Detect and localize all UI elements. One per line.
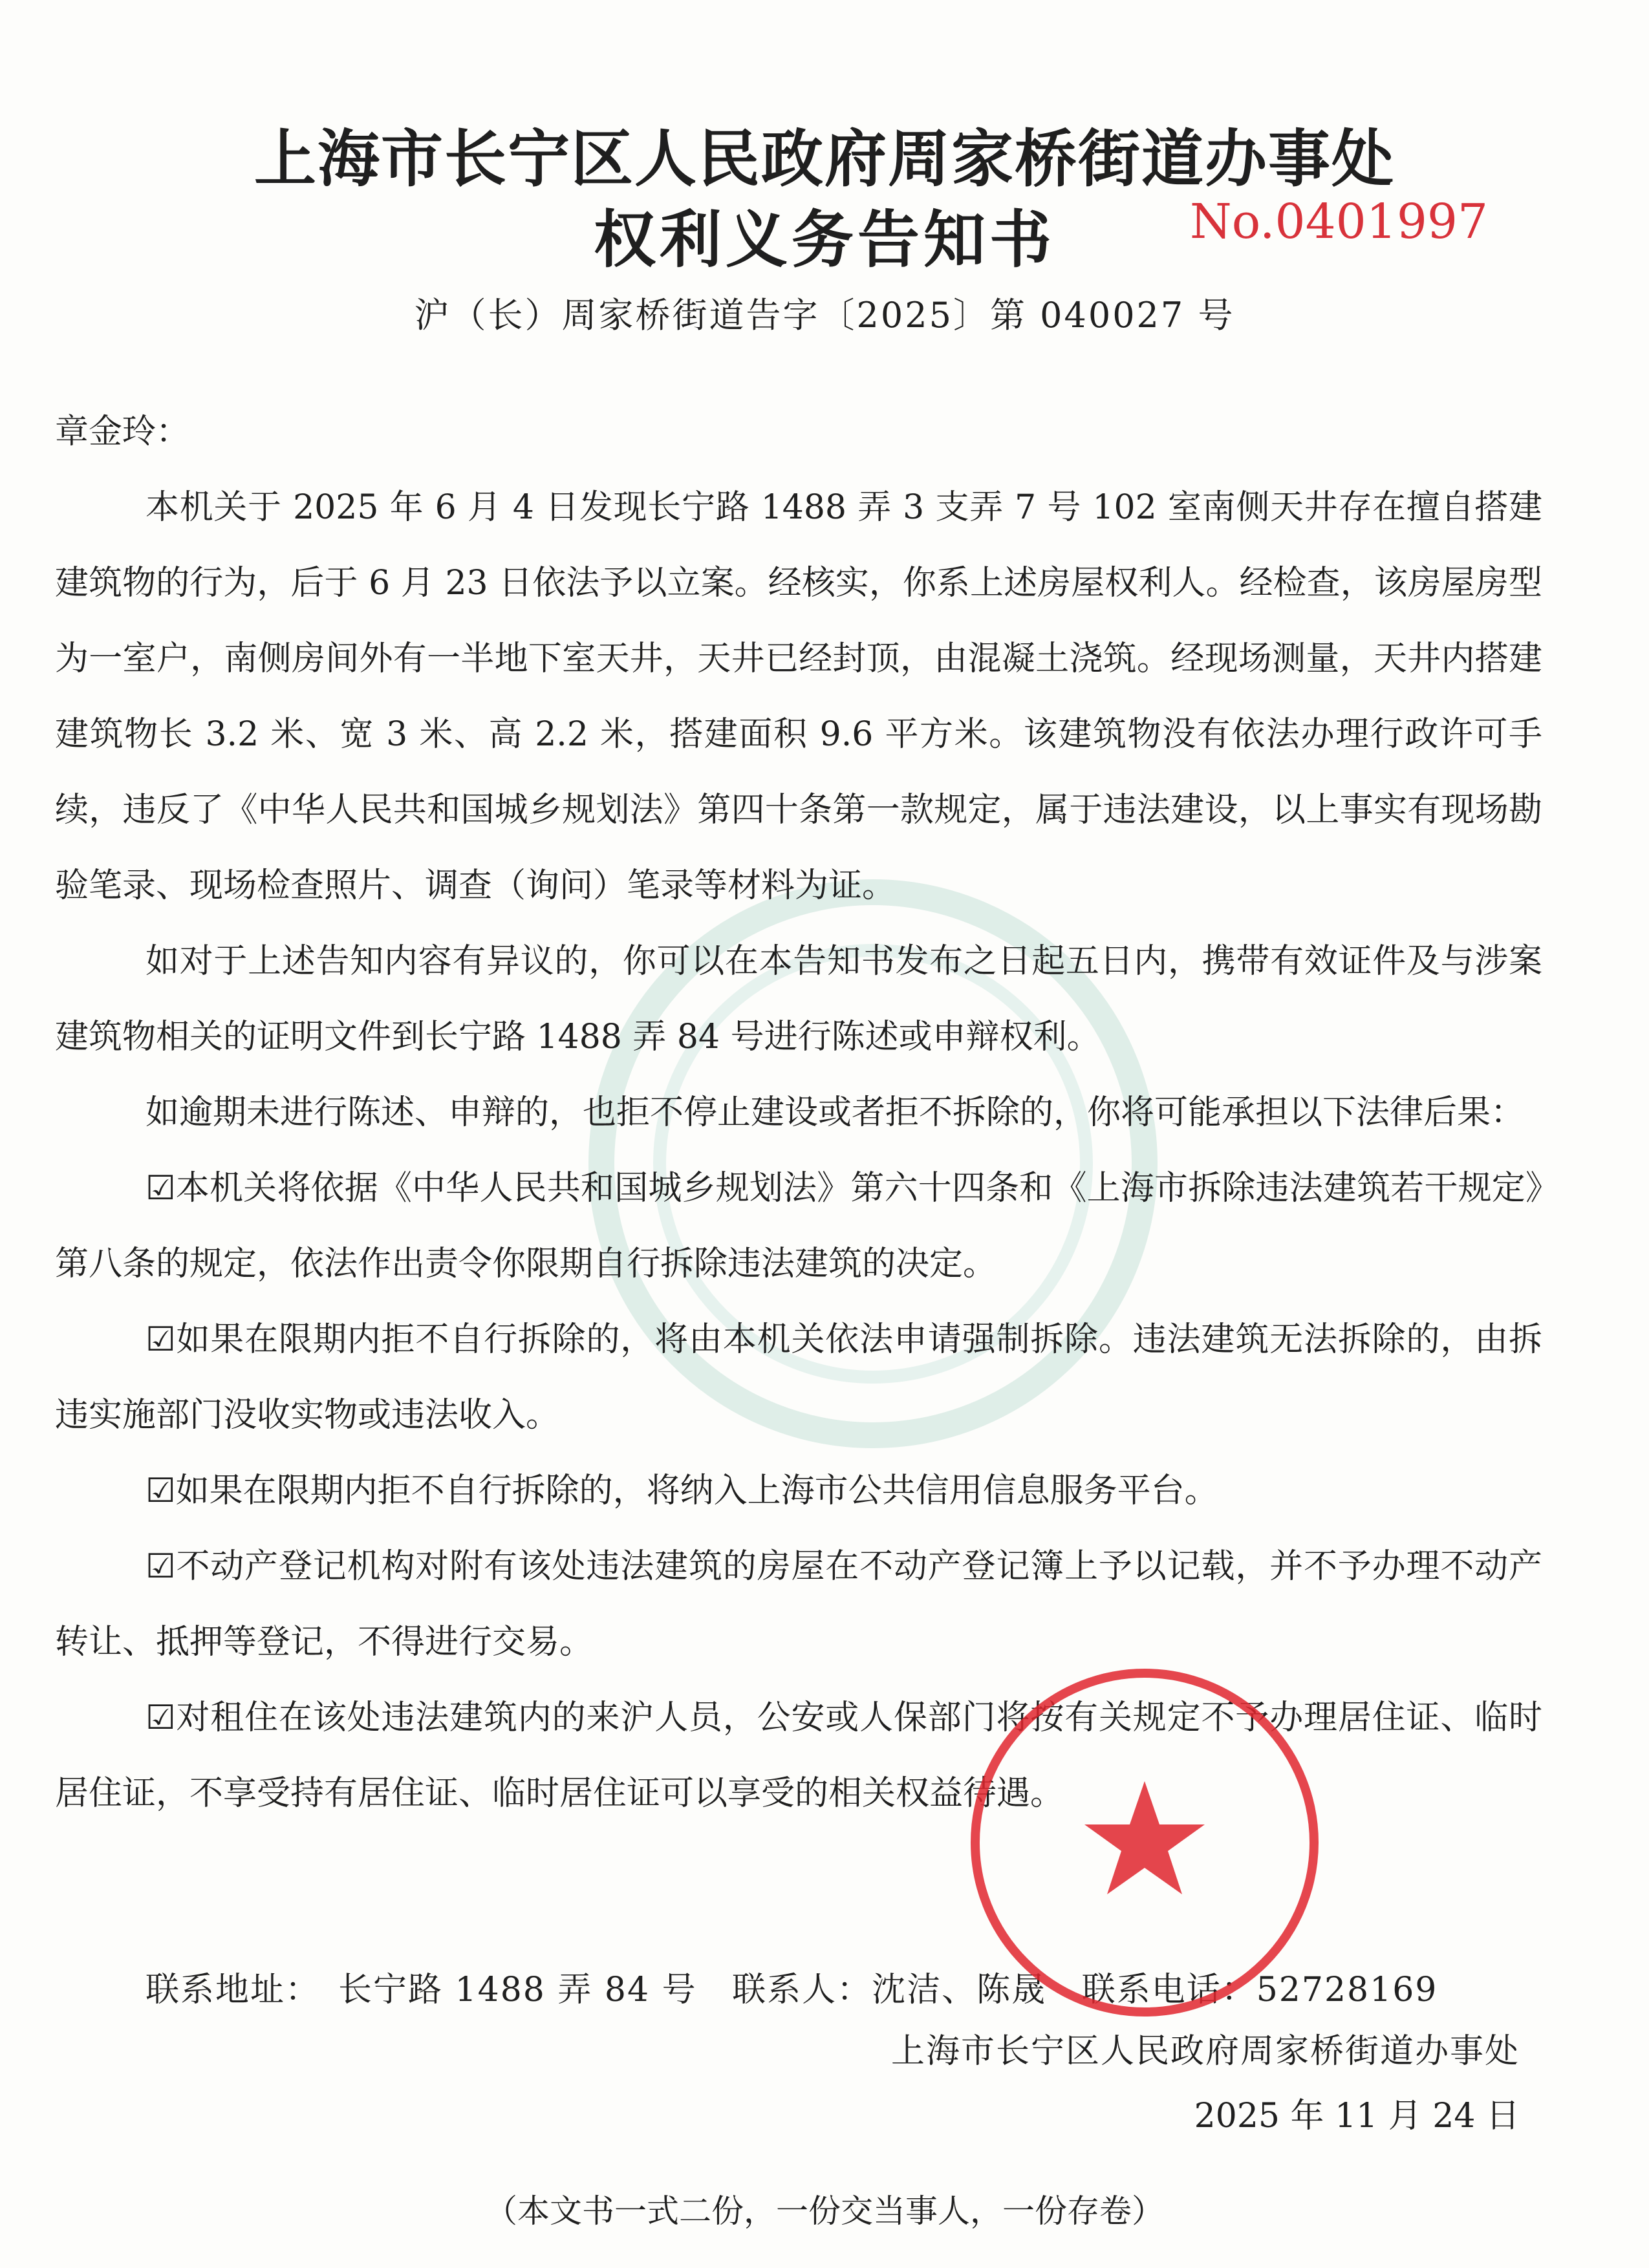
consequence-item-text: 不动产登记机构对附有该处违法建筑的房屋在不动产登记簿上予以记载，并不予办理不动产转让、抵押等登记，不得进行交易。 (55, 1547, 1542, 1662)
consequence-item-text: 如果在限期内拒不自行拆除的，将由本机关依法申请强制拆除。违法建筑无法拆除的，由拆违实施部门没收实物或违法收入。 (55, 1320, 1542, 1435)
checked-box-icon: ☑ (146, 1471, 176, 1510)
consequence-item-text: 如果在限期内拒不自行拆除的，将纳入上海市公共信用信息服务平台。 (175, 1471, 1218, 1510)
official-seal-stamp (964, 1662, 1326, 2024)
consequence-item-text: 本机关将依据《中华人民共和国城乡规划法》第六十四条和《上海市拆除违法建筑若干规定》第八条的规定，依法作出责令你限期自行拆除违法建筑的决定。 (55, 1169, 1542, 1283)
checked-box-icon: ☑ (146, 1547, 176, 1586)
title-line-1: 上海市长宁区人民政府周家桥街道办事处 (254, 123, 1395, 195)
contact-persons: 联系人：沈洁、陈晟 (732, 1971, 1047, 2009)
contact-address: 联系地址： 长宁路 1488 弄 84 号 (146, 1971, 697, 2009)
copies-note: （本文书一式二份，一份交当事人，一份存卷） (485, 2192, 1164, 2230)
consequence-item (55, 1302, 1542, 1453)
paragraph-consequences: 如逾期未进行陈述、申辩的，也拒不停止建设或者拒不拆除的，你将可能承担以下法律后果： (146, 1093, 1525, 1132)
issue-date: 2025 年 11 月 24 日 (1194, 2097, 1520, 2135)
serial-number: No.0401997 (1190, 194, 1489, 250)
contact-phone: 联系电话：52728169 (1081, 1971, 1438, 2009)
consequence-item (55, 1453, 1542, 1529)
consequence-item (55, 1151, 1542, 1302)
document-body (55, 394, 1542, 1832)
checked-box-icon: ☑ (146, 1169, 176, 1208)
consequence-item (55, 1529, 1542, 1680)
paragraph-facts: 本机关于 2025 年 6 月 4 日发现长宁路 1488 弄 3 支弄 7 号 102 室南侧天井存在擅自搭建建筑物的行为，后于 6 月 23 日依法予以立案。经核实，你系上述房屋权利人。经检查，该房屋房型为一室户，南侧房间外有一半地下室天井，天井已经封顶，由混凝土浇筑。经现场测量，天井内搭建建筑物长 3.2 米、宽 3 米、高 2.2 米，搭建面积 9.6 平方米。该建筑物没有依法办理行政许可手续，违反了《中华人民共和国城乡规划法》第四十条第一款规定，属于违法建设，以上事实有现场勘验笔录、现场检查照片、调查（询问）笔录等材料为证。 (55, 488, 1542, 905)
checked-box-icon: ☑ (146, 1320, 176, 1359)
consequence-item-text: 对租住在该处违法建筑内的来沪人员，公安或人保部门将按有关规定不予办理居住证、临时居住证，不享受持有居住证、临时居住证可以享受的相关权益待遇。 (55, 1698, 1542, 1813)
salutation: 章金玲： (55, 412, 190, 451)
checked-box-icon: ☑ (146, 1698, 176, 1737)
title-line-2: 权利义务告知书 (594, 204, 1055, 276)
document-number: 沪（长）周家桥街道告字〔2025〕第 040027 号 (414, 295, 1235, 336)
issuing-authority: 上海市长宁区人民政府周家桥街道办事处 (890, 2032, 1520, 2071)
paragraph-objection: 如对于上述告知内容有异议的，你可以在本告知书发布之日起五日内，携带有效证件及与涉案建筑物相关的证明文件到长宁路 1488 弄 84 号进行陈述或申辩权利。 (55, 942, 1542, 1056)
